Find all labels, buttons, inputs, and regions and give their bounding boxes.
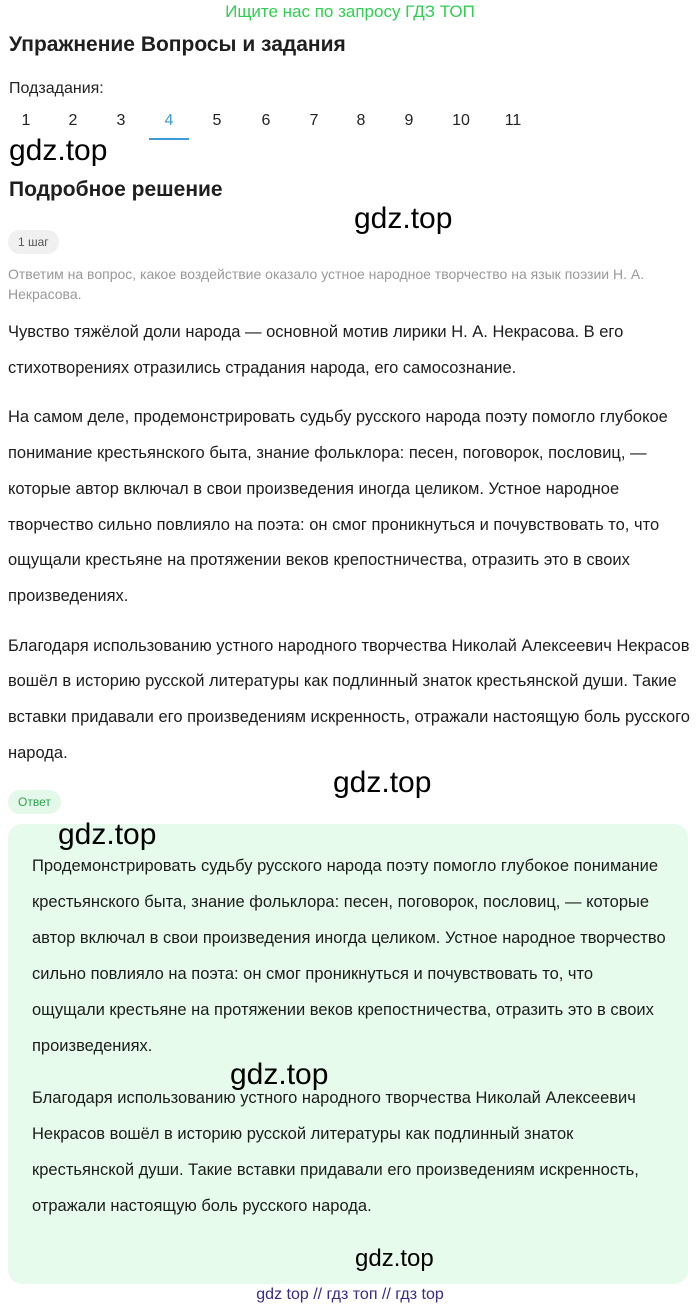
answer-paragraph: Продемонстрировать судьбу русского народа поэту помогло глубокое понимание крестьянского быта, знание фольклора: песен, поговорок, пословиц, — которые автор включал в свои произведения иногда целиком. Устное народное творчество сильно повлияло на поэта: он смог проникнуться и почувствовать то, что ощущали крестьяне на протяжении веков крепостничества, отразить это в своих произведениях. xyxy=(32,857,666,1055)
subtask-tab-9[interactable]: 9 xyxy=(404,112,414,129)
solution-title: Подробное решение xyxy=(9,178,223,201)
subtask-tab-10[interactable]: 10 xyxy=(452,112,470,129)
watermark: gdz.top xyxy=(230,1058,329,1091)
watermark: gdz.top xyxy=(58,818,157,851)
solution-paragraph: Чувство тяжёлой доли народа — основной мотив лирики Н. А. Некрасова. В его стихотворениях отразились страдания народа, его самосознание. xyxy=(8,323,624,377)
solution-paragraph: На самом деле, продемонстрировать судьбу русского народа поэту помогло глубокое понимание крестьянского быта, знание фольклора: песен, поговорок, пословиц, — которые автор включал в свои произведения иногда целиком. Устное народное творчество сильно повлияло на поэта: он смог проникнуться и почувствовать то, что ощущали крестьяне на протяжении веков крепостничества, отразить это в своих произведениях. xyxy=(8,408,668,605)
watermark: gdz.top xyxy=(354,202,453,235)
answer-paragraph: Благодаря использованию устного народного творчества Николай Алексеевич Некрасов вошёл в историю русской литературы как подлинный знаток крестьянской души. Такие вставки придавали его произведениям искренность, отражали настоящую боль русского народа. xyxy=(32,1089,639,1215)
subtask-tab-1[interactable]: 1 xyxy=(21,112,31,129)
subtask-tab-8[interactable]: 8 xyxy=(356,112,366,129)
answer-badge: Ответ xyxy=(8,790,61,814)
answer-box xyxy=(8,824,688,1284)
subtask-tab-7[interactable]: 7 xyxy=(309,112,319,129)
watermark: gdz.top xyxy=(9,134,108,167)
subtask-tab-6[interactable]: 6 xyxy=(261,112,271,129)
solution-body xyxy=(8,315,690,785)
subtask-tab-3[interactable]: 3 xyxy=(116,112,126,129)
question-text: Ответим на вопрос, какое воздействие оказало устное народное творчество на язык поэзии Н. А. Некрасова. xyxy=(8,266,645,302)
subtask-tab-11[interactable]: 11 xyxy=(504,112,522,129)
subtask-tab-2[interactable]: 2 xyxy=(68,112,78,129)
step-badge: 1 шаг xyxy=(8,230,59,254)
watermark: gdz.top xyxy=(355,1245,434,1272)
search-promo-banner: Ищите нас по запросу ГДЗ ТОП xyxy=(225,2,475,21)
subtask-tab-4-active[interactable]: 4 xyxy=(149,108,189,140)
subtasks-label: Подзадания: xyxy=(9,80,104,97)
solution-paragraph: Благодаря использованию устного народного творчества Николай Алексеевич Некрасов вошёл в историю русской литературы как подлинный знаток крестьянской души. Такие вставки придавали его произведениям искренность, отражали настоящую боль русского народа. xyxy=(8,636,690,762)
footer-links[interactable]: gdz top // гдз топ // гдз top xyxy=(256,1286,444,1303)
page-title: Упражнение Вопросы и задания xyxy=(9,33,346,56)
subtask-tab-5[interactable]: 5 xyxy=(212,112,222,129)
watermark: gdz.top xyxy=(333,766,432,799)
